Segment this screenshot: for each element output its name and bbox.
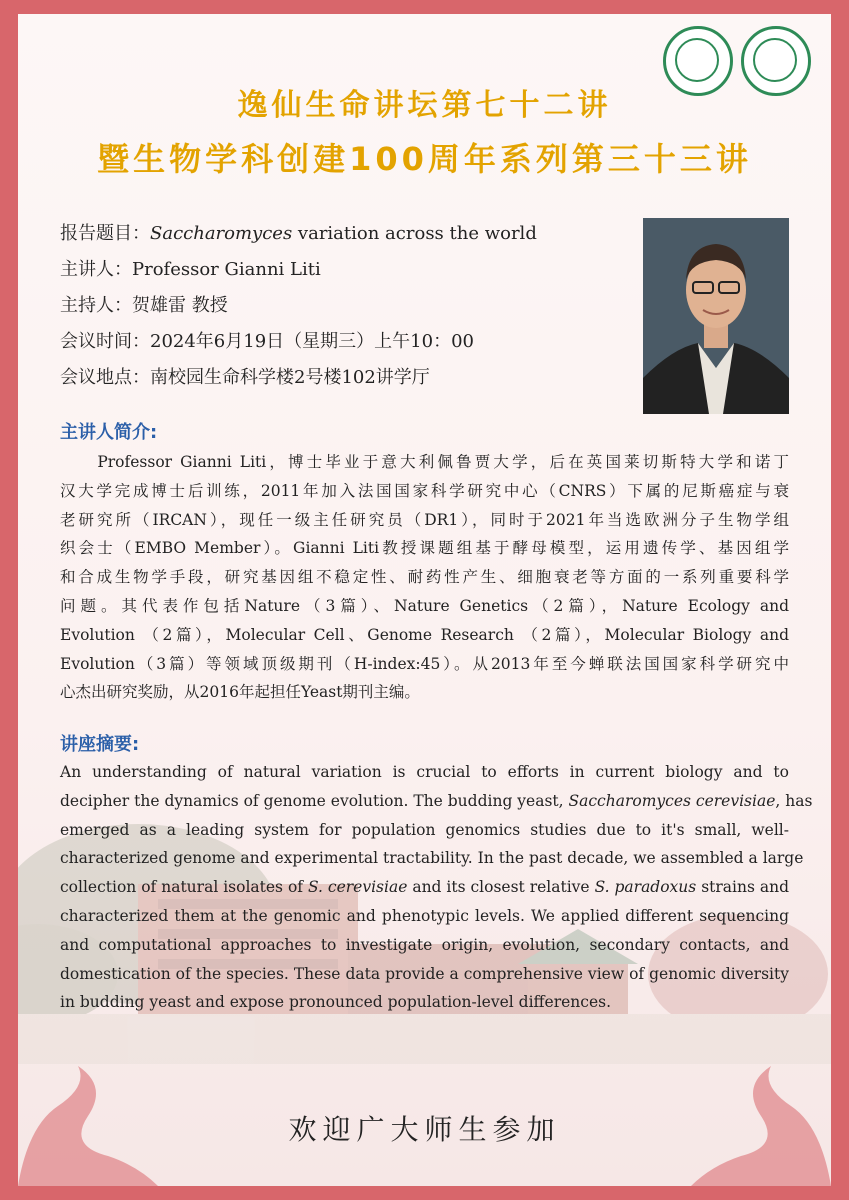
abstract-line: in budding yeast and expose pronounced population-level differences. [60, 993, 612, 1012]
bio-line: 汉大学完成博士后训练，2011年加入法国国家科学研究中心（CNRS）下属的尼斯癌症与衰 [60, 481, 789, 500]
bio-line: 问题。其代表作包括Nature（3篇）、Nature Genetics（2篇），Nature Ecology and [60, 596, 789, 615]
lecture-info [60, 216, 537, 396]
welcome-text: 欢迎广大师生参加 [288, 1113, 561, 1146]
host-row: 主持人：贺雄雷 教授 [60, 295, 228, 316]
topic-row [60, 216, 537, 252]
bio-line: 心杰出研究奖励，从2016年起担任Yeast期刊主编。 [60, 683, 420, 702]
topic-label: 报告题目： [60, 223, 150, 244]
bio-line: 织会士（EMBO Member）。Gianni Liti教授课题组基于酵母模型，运用遗传学、基因组学 [60, 539, 789, 558]
title-line-1: 逸仙生命讲坛第七十二讲 [237, 88, 612, 123]
abstract-line: collection of natural isolates of S. cerevisiae and its closest relative S. paradoxus strains and [60, 878, 790, 897]
bio-heading: 主讲人简介: [60, 422, 158, 443]
abstract-line: characterized genome and experimental tractability. In the past decade, we assembled a large [60, 849, 804, 868]
abstract-line: domestication of the species. These data provide a comprehensive view of genomic diversity [60, 964, 789, 983]
poster-body [18, 14, 831, 1186]
topic-rest: variation across the world [292, 223, 537, 244]
bio-line: 和合成生物学手段，研究基因组不稳定性、耐药性产生、细胞衰老等方面的一系列重要科学 [60, 568, 789, 587]
bio-line: Evolution （2篇），Molecular Cell、Genome Research （2篇），Molecular Biology and [60, 625, 789, 644]
speaker-row: 主讲人：Professor Gianni Liti [60, 259, 321, 280]
abstract-paragraph [60, 758, 813, 1017]
abstract-line: decipher the dynamics of genome evolution. The budding yeast, Saccharomyces cerevisiae, has [60, 791, 813, 810]
abstract-heading: 讲座摘要: [60, 734, 140, 755]
time-row: 会议时间：2024年6月19日（星期三）上午10：00 [60, 331, 474, 352]
bio-paragraph [60, 448, 789, 707]
bio-line: Evolution（3篇）等领域顶级期刊（H-index:45）。从2013年至今蝉联法国国家科学研究中 [60, 654, 789, 673]
abstract-line: An understanding of natural variation is crucial to efforts in current biology and to [60, 763, 789, 781]
abstract-line: and computational approaches to investigate origin, evolution, secondary contacts, and [60, 935, 789, 954]
abstract-line: emerged as a leading system for population genomics studies due to it's small, well- [60, 820, 789, 839]
topic-italic: Saccharomyces [150, 223, 293, 244]
corner-ornament-left-icon [18, 1046, 178, 1186]
abstract-line: characterized them at the genomic and phenotypic levels. We applied different sequencing [60, 906, 789, 925]
place-row: 会议地点：南校园生命科学楼2号楼102讲学厅 [60, 367, 430, 388]
bio-line: Professor Gianni Liti，博士毕业于意大利佩鲁贾大学，后在英国莱切斯特大学和诺丁 [60, 453, 789, 471]
title-line-2: 暨生物学科创建100周年系列第三十三讲 [97, 140, 752, 178]
corner-ornament-right-icon [671, 1046, 831, 1186]
speaker-photo [643, 218, 789, 414]
bio-line: 老研究所（IRCAN），现任一级主任研究员（DR1），同时于2021年当选欧洲分子生物学组 [60, 510, 789, 529]
